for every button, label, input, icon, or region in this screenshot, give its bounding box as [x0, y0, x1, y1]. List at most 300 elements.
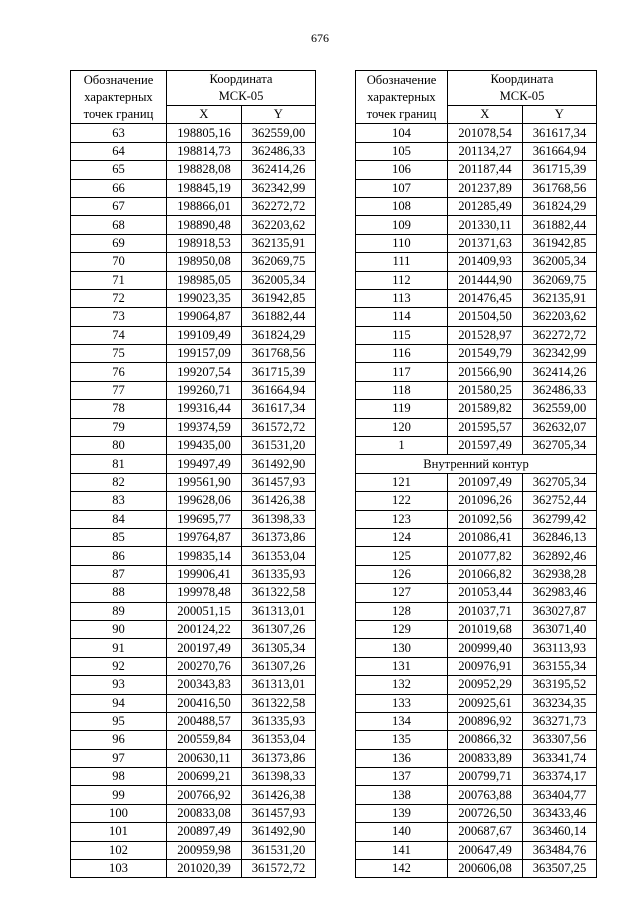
point-id-cell: 132 [356, 676, 448, 694]
table-row [356, 639, 597, 657]
point-id-cell: 137 [356, 768, 448, 786]
x-cell: 199435,00 [167, 437, 242, 455]
x-cell: 201187,44 [448, 161, 523, 179]
coordinates-table-left [70, 70, 316, 878]
table-row [356, 547, 597, 565]
point-id-cell: 141 [356, 841, 448, 859]
coordinates-table-right [355, 70, 597, 878]
points-header-line: Обозначение [83, 72, 154, 87]
x-cell: 200687,67 [448, 823, 523, 841]
y-cell: 361313,01 [242, 602, 316, 620]
y-cell: 363484,76 [523, 841, 597, 859]
table-row [356, 326, 597, 344]
section-label: Внутренний контур [356, 455, 597, 473]
x-cell: 200630,11 [167, 749, 242, 767]
y-cell: 362846,13 [523, 528, 597, 546]
x-cell: 200897,49 [167, 823, 242, 841]
x-cell: 198805,16 [167, 124, 242, 142]
table-row [71, 731, 316, 749]
x-cell: 198985,05 [167, 271, 242, 289]
y-cell: 362272,72 [242, 197, 316, 215]
x-cell: 201285,49 [448, 197, 523, 215]
point-id-cell: 128 [356, 602, 448, 620]
coordinate-header-line1: Координата [209, 72, 273, 86]
x-cell: 201096,26 [448, 492, 523, 510]
point-id-cell: 64 [71, 142, 167, 160]
table-row [356, 804, 597, 822]
point-id-cell: 79 [71, 418, 167, 436]
table-row [71, 712, 316, 730]
table-row [356, 363, 597, 381]
table-row [356, 418, 597, 436]
point-id-cell: 68 [71, 216, 167, 234]
y-cell: 361305,34 [242, 639, 316, 657]
x-cell: 199978,48 [167, 584, 242, 602]
y-cell: 363374,17 [523, 768, 597, 786]
page-number: 676 [311, 31, 329, 45]
x-cell: 199109,49 [167, 326, 242, 344]
y-cell: 363155,34 [523, 657, 597, 675]
table-row [71, 860, 316, 878]
right-table-body-inner [356, 473, 597, 878]
y-cell: 361398,33 [242, 510, 316, 528]
y-cell: 362983,46 [523, 584, 597, 602]
point-id-cell: 107 [356, 179, 448, 197]
point-id-cell: 70 [71, 253, 167, 271]
y-cell: 363071,40 [523, 620, 597, 638]
point-id-cell: 90 [71, 620, 167, 638]
x-cell: 199628,06 [167, 492, 242, 510]
x-cell: 200959,98 [167, 841, 242, 859]
x-cell: 198814,73 [167, 142, 242, 160]
x-cell: 200833,89 [448, 749, 523, 767]
point-id-cell: 67 [71, 197, 167, 215]
table-row [71, 437, 316, 455]
table-row [71, 768, 316, 786]
y-cell: 363307,56 [523, 731, 597, 749]
table-row [71, 547, 316, 565]
point-id-cell: 95 [71, 712, 167, 730]
x-cell: 199157,09 [167, 345, 242, 363]
table-row [71, 473, 316, 491]
y-cell: 363234,35 [523, 694, 597, 712]
x-cell: 200343,83 [167, 676, 242, 694]
x-cell: 200833,08 [167, 804, 242, 822]
x-cell: 199906,41 [167, 565, 242, 583]
point-id-cell: 103 [71, 860, 167, 878]
x-cell: 201086,41 [448, 528, 523, 546]
point-id-cell: 88 [71, 584, 167, 602]
y-cell: 361457,93 [242, 804, 316, 822]
x-cell: 198890,48 [167, 216, 242, 234]
coordinate-header-line2: МСК-05 [218, 89, 264, 103]
points-header-line: точек границ [366, 106, 437, 121]
x-cell: 201097,49 [448, 473, 523, 491]
x-cell: 201504,50 [448, 308, 523, 326]
x-cell: 200606,08 [448, 860, 523, 878]
point-id-cell: 93 [71, 676, 167, 694]
point-id-cell: 112 [356, 271, 448, 289]
y-cell: 361572,72 [242, 418, 316, 436]
point-id-cell: 133 [356, 694, 448, 712]
table-row [356, 161, 597, 179]
y-cell: 362005,34 [242, 271, 316, 289]
table-row [71, 823, 316, 841]
point-id-cell: 101 [71, 823, 167, 841]
x-cell: 200999,40 [448, 639, 523, 657]
y-column-header: Y [523, 106, 597, 124]
x-cell: 201444,90 [448, 271, 523, 289]
x-cell: 199695,77 [167, 510, 242, 528]
table-row [356, 786, 597, 804]
table-row [356, 308, 597, 326]
table-row [71, 565, 316, 583]
point-id-cell: 117 [356, 363, 448, 381]
x-cell: 200051,15 [167, 602, 242, 620]
point-id-cell: 109 [356, 216, 448, 234]
point-id-cell: 82 [71, 473, 167, 491]
point-id-cell: 100 [71, 804, 167, 822]
table-row [71, 455, 316, 473]
x-cell: 201077,82 [448, 547, 523, 565]
table-row [71, 676, 316, 694]
coordinate-header-line2: МСК-05 [499, 89, 545, 103]
x-cell: 201549,79 [448, 345, 523, 363]
point-id-cell: 84 [71, 510, 167, 528]
point-id-cell: 98 [71, 768, 167, 786]
point-id-cell: 97 [71, 749, 167, 767]
table-row [356, 712, 597, 730]
y-cell: 361664,94 [242, 381, 316, 399]
y-cell: 363271,73 [523, 712, 597, 730]
y-cell: 362752,44 [523, 492, 597, 510]
point-id-cell: 125 [356, 547, 448, 565]
y-cell: 362486,33 [242, 142, 316, 160]
table-row [71, 786, 316, 804]
x-cell: 198866,01 [167, 197, 242, 215]
table-row [71, 381, 316, 399]
table-row [71, 345, 316, 363]
y-cell: 362135,91 [523, 289, 597, 307]
y-cell: 362272,72 [523, 326, 597, 344]
x-cell: 201589,82 [448, 400, 523, 418]
point-id-cell: 102 [71, 841, 167, 859]
table-row [356, 492, 597, 510]
coordinate-header [167, 71, 316, 106]
point-id-cell: 77 [71, 381, 167, 399]
point-id-cell: 89 [71, 602, 167, 620]
table-row [71, 363, 316, 381]
points-header-line: характерных [84, 89, 153, 104]
y-cell: 362892,46 [523, 547, 597, 565]
table-row [356, 216, 597, 234]
point-id-cell: 106 [356, 161, 448, 179]
table-row [356, 657, 597, 675]
right-table-body-outer [356, 124, 597, 455]
y-cell: 362705,34 [523, 437, 597, 455]
x-cell: 200559,84 [167, 731, 242, 749]
table-row [356, 345, 597, 363]
point-id-cell: 92 [71, 657, 167, 675]
x-cell: 200647,49 [448, 841, 523, 859]
y-cell: 362705,34 [523, 473, 597, 491]
x-cell: 201092,56 [448, 510, 523, 528]
y-cell: 361373,86 [242, 749, 316, 767]
table-row [71, 492, 316, 510]
point-id-cell: 72 [71, 289, 167, 307]
x-cell: 200896,92 [448, 712, 523, 730]
table-row [71, 197, 316, 215]
y-cell: 362559,00 [242, 124, 316, 142]
y-cell: 361768,56 [523, 179, 597, 197]
x-cell: 201330,11 [448, 216, 523, 234]
y-cell: 361335,93 [242, 712, 316, 730]
table-row [71, 528, 316, 546]
x-cell: 200270,76 [167, 657, 242, 675]
table-row [71, 418, 316, 436]
y-cell: 361373,86 [242, 528, 316, 546]
points-column-header [71, 71, 167, 124]
point-id-cell: 78 [71, 400, 167, 418]
x-column-header: X [167, 106, 242, 124]
x-cell: 200197,49 [167, 639, 242, 657]
x-cell: 201409,93 [448, 253, 523, 271]
table-row [356, 768, 597, 786]
x-cell: 201237,89 [448, 179, 523, 197]
point-id-cell: 116 [356, 345, 448, 363]
table-row [71, 639, 316, 657]
y-cell: 363195,52 [523, 676, 597, 694]
y-cell: 362342,99 [242, 179, 316, 197]
table-row [71, 216, 316, 234]
table-row [356, 234, 597, 252]
point-id-cell: 120 [356, 418, 448, 436]
y-cell: 361426,38 [242, 492, 316, 510]
x-cell: 199023,35 [167, 289, 242, 307]
x-cell: 201053,44 [448, 584, 523, 602]
y-cell: 361824,29 [523, 197, 597, 215]
x-cell: 201019,68 [448, 620, 523, 638]
table-row [356, 528, 597, 546]
table-row [356, 289, 597, 307]
point-id-cell: 111 [356, 253, 448, 271]
table-row [356, 197, 597, 215]
table-row [71, 308, 316, 326]
table-row [71, 253, 316, 271]
point-id-cell: 91 [71, 639, 167, 657]
x-cell: 198918,53 [167, 234, 242, 252]
table-row [71, 289, 316, 307]
table-row [356, 749, 597, 767]
coordinate-header-line1: Координата [490, 72, 554, 86]
table-row [71, 161, 316, 179]
point-id-cell: 65 [71, 161, 167, 179]
point-id-cell: 74 [71, 326, 167, 344]
table-row [356, 253, 597, 271]
y-cell: 363113,93 [523, 639, 597, 657]
table-row [71, 510, 316, 528]
points-column-header [356, 71, 448, 124]
y-cell: 361335,93 [242, 565, 316, 583]
y-cell: 362069,75 [523, 271, 597, 289]
y-column-header: Y [242, 106, 316, 124]
y-cell: 361307,26 [242, 620, 316, 638]
table-row [71, 841, 316, 859]
x-cell: 199374,59 [167, 418, 242, 436]
y-cell: 362938,28 [523, 565, 597, 583]
point-id-cell: 108 [356, 197, 448, 215]
y-cell: 363433,46 [523, 804, 597, 822]
y-cell: 361307,26 [242, 657, 316, 675]
coordinate-header [448, 71, 597, 106]
point-id-cell: 73 [71, 308, 167, 326]
x-cell: 198950,08 [167, 253, 242, 271]
point-id-cell: 66 [71, 179, 167, 197]
point-id-cell: 80 [71, 437, 167, 455]
point-id-cell: 119 [356, 400, 448, 418]
y-cell: 361715,39 [242, 363, 316, 381]
y-cell: 362005,34 [523, 253, 597, 271]
point-id-cell: 122 [356, 492, 448, 510]
x-cell: 200699,21 [167, 768, 242, 786]
y-cell: 361492,90 [242, 455, 316, 473]
point-id-cell: 121 [356, 473, 448, 491]
y-cell: 361322,58 [242, 694, 316, 712]
x-cell: 201078,54 [448, 124, 523, 142]
x-cell: 199260,71 [167, 381, 242, 399]
points-header-line: точек границ [83, 106, 154, 121]
table-row [356, 510, 597, 528]
table-row [71, 620, 316, 638]
table-row [356, 823, 597, 841]
points-header-line: Обозначение [366, 72, 437, 87]
x-cell: 200952,29 [448, 676, 523, 694]
point-id-cell: 81 [71, 455, 167, 473]
point-id-cell: 110 [356, 234, 448, 252]
x-cell: 200925,61 [448, 694, 523, 712]
point-id-cell: 104 [356, 124, 448, 142]
table-row [356, 179, 597, 197]
y-cell: 361457,93 [242, 473, 316, 491]
point-id-cell: 114 [356, 308, 448, 326]
y-cell: 361572,72 [242, 860, 316, 878]
table-row [71, 602, 316, 620]
table-row [71, 657, 316, 675]
point-id-cell: 124 [356, 528, 448, 546]
table-row [356, 124, 597, 142]
x-cell: 201566,90 [448, 363, 523, 381]
point-id-cell: 76 [71, 363, 167, 381]
x-cell: 200416,50 [167, 694, 242, 712]
section-row [356, 455, 597, 473]
x-column-header: X [448, 106, 523, 124]
x-cell: 201371,63 [448, 234, 523, 252]
x-cell: 201597,49 [448, 437, 523, 455]
table-row [356, 473, 597, 491]
point-id-cell: 113 [356, 289, 448, 307]
point-id-cell: 94 [71, 694, 167, 712]
x-cell: 198845,19 [167, 179, 242, 197]
x-cell: 201066,82 [448, 565, 523, 583]
point-id-cell: 105 [356, 142, 448, 160]
x-cell: 199064,87 [167, 308, 242, 326]
x-cell: 201134,27 [448, 142, 523, 160]
x-cell: 200976,91 [448, 657, 523, 675]
y-cell: 362559,00 [523, 400, 597, 418]
y-cell: 361664,94 [523, 142, 597, 160]
point-id-cell: 87 [71, 565, 167, 583]
y-cell: 362486,33 [523, 381, 597, 399]
x-cell: 201476,45 [448, 289, 523, 307]
y-cell: 362069,75 [242, 253, 316, 271]
point-id-cell: 139 [356, 804, 448, 822]
point-id-cell: 135 [356, 731, 448, 749]
x-cell: 199561,90 [167, 473, 242, 491]
y-cell: 361617,34 [242, 400, 316, 418]
y-cell: 361768,56 [242, 345, 316, 363]
x-cell: 199207,54 [167, 363, 242, 381]
x-cell: 200866,32 [448, 731, 523, 749]
point-id-cell: 86 [71, 547, 167, 565]
x-cell: 201037,71 [448, 602, 523, 620]
x-cell: 201020,39 [167, 860, 242, 878]
y-cell: 361715,39 [523, 161, 597, 179]
table-row [71, 326, 316, 344]
table-row [356, 437, 597, 455]
table-row [71, 584, 316, 602]
x-cell: 200763,88 [448, 786, 523, 804]
x-cell: 200124,22 [167, 620, 242, 638]
x-cell: 199316,44 [167, 400, 242, 418]
table-row [71, 804, 316, 822]
table-row [71, 749, 316, 767]
y-cell: 361492,90 [242, 823, 316, 841]
table-row [71, 694, 316, 712]
point-id-cell: 129 [356, 620, 448, 638]
y-cell: 361313,01 [242, 676, 316, 694]
y-cell: 363404,77 [523, 786, 597, 804]
table-row [356, 694, 597, 712]
point-id-cell: 138 [356, 786, 448, 804]
x-cell: 200799,71 [448, 768, 523, 786]
table-row [356, 381, 597, 399]
point-id-cell: 115 [356, 326, 448, 344]
x-cell: 199497,49 [167, 455, 242, 473]
table-row [71, 124, 316, 142]
table-row [356, 841, 597, 859]
x-cell: 201580,25 [448, 381, 523, 399]
x-cell: 201595,57 [448, 418, 523, 436]
y-cell: 363460,14 [523, 823, 597, 841]
y-cell: 363027,87 [523, 602, 597, 620]
point-id-cell: 131 [356, 657, 448, 675]
left-table-body [71, 124, 316, 878]
y-cell: 361322,58 [242, 584, 316, 602]
point-id-cell: 127 [356, 584, 448, 602]
y-cell: 362342,99 [523, 345, 597, 363]
point-id-cell: 140 [356, 823, 448, 841]
table-row [356, 584, 597, 602]
point-id-cell: 130 [356, 639, 448, 657]
table-row [356, 602, 597, 620]
y-cell: 362135,91 [242, 234, 316, 252]
point-id-cell: 1 [356, 437, 448, 455]
y-cell: 361426,38 [242, 786, 316, 804]
y-cell: 361824,29 [242, 326, 316, 344]
point-id-cell: 99 [71, 786, 167, 804]
table-row [71, 234, 316, 252]
x-cell: 199764,87 [167, 528, 242, 546]
